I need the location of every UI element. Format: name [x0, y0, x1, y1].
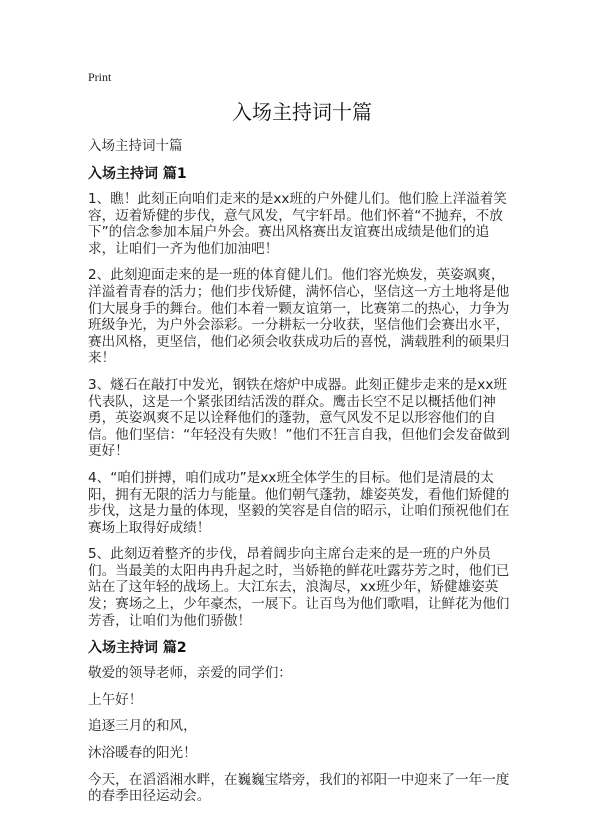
- paragraph: 3、燧石在敲打中发光，钢铁在熔炉中成器。此刻正健步走来的是xx班代表队，这是一个紧张团结活泼的群众。鹰击长空不足以概括他们神勇，英姿飒爽不足以诠释他们的蓬勃，意气风发不足以形容他们的自信。他们坚信：“年轻没有失败！”他们不狂言自我，但他们会发奋做到更好！: [88, 376, 510, 460]
- paragraph: 追逐三月的和风，: [88, 718, 197, 735]
- paragraph: 沐浴暖春的阳光！: [88, 745, 197, 762]
- paragraph: 1、瞧！此刻正向咱们走来的是xx班的户外健儿们。他们脸上洋溢着笑容，迈着矫健的步伐，意气风发，气宇轩昂。他们怀着“不抛弃，不放下”的信念参加本届户外会。赛出风格赛出友谊赛出成绩是他们的追求，让咱们一齐为他们加油吧！: [88, 191, 507, 257]
- section-heading: 入场主持词 篇1: [88, 166, 187, 182]
- paragraph: 4、“咱们拼搏，咱们成功”是xx班全体学生的目标。他们是清晨的太阳，拥有无限的活力与能量。他们朝气蓬勃，雄姿英发，看他们矫健的步伐，这是力量的体现，坚毅的笑容是自信的昭示，让咱们预祝他们在赛场上取得好成绩！: [88, 469, 510, 536]
- section-heading: 入场主持词 篇2: [88, 640, 187, 657]
- print-label: Print: [88, 70, 112, 84]
- document-subtitle: 入场主持词十篇: [88, 138, 183, 154]
- paragraph: 敬爱的领导老师，亲爱的同学们：: [88, 665, 292, 682]
- document-page: [88, 70, 516, 815]
- paragraph: 今天，在滔滔湘水畔，在巍巍宝塔旁，我们的祁阳一中迎来了一年一度的春季田径运动会。: [88, 771, 510, 805]
- paragraph: 上午好！: [88, 691, 143, 708]
- paragraph: 5、此刻迈着整齐的步伐，昂着阔步向主席台走来的是一班的户外员们。当最美的太阳冉冉升起之时，当娇艳的鲜花吐露芬芳之时，他们已站在了这年轻的战场上。大江东去，浪淘尽，xx班少年，矫健雄姿英发；赛场之上，少年豪杰，一展下。让百鸟为他们歌唱，让鲜花为他们芳香，让咱们为他们骄傲！: [88, 546, 510, 629]
- paragraph: 2、此刻迎面走来的是一班的体育健儿们。他们容光焕发，英姿飒爽，洋溢着青春的活力；他们步伐矫健，满怀信心，坚信这一方土地将是他们大展身手的舞台。他们本着一颗友谊第一，比赛第二的热心，力争为班级争光，为户外会添彩。一分耕耘一分收获，坚信他们会赛出水平，赛出风格，更坚信，他们必须会收获成功后的喜悦，满载胜利的硕果归来！: [88, 267, 510, 367]
- document-title: 入场主持词十篇: [232, 100, 372, 124]
